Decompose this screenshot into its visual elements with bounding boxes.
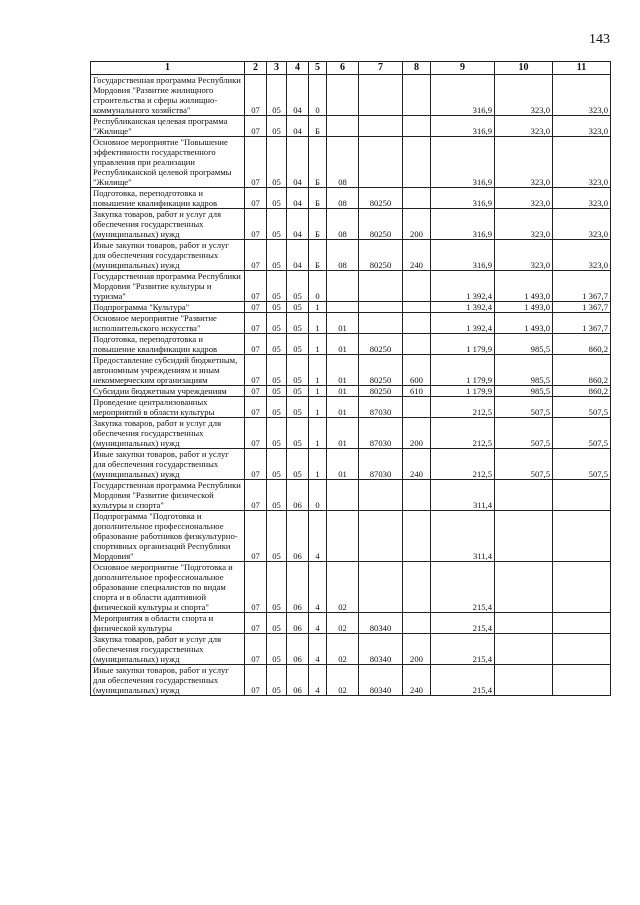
code-cell: 06 [287,480,309,511]
code-cell [403,188,431,209]
amount-cell: 323,0 [553,240,611,271]
code-cell: 80340 [359,634,403,665]
column-header: 3 [267,62,287,75]
row-name-cell: Иные закупки товаров, работ и услуг для обеспечения государственных (муниципальных) нужд [91,665,245,696]
code-cell: 06 [287,665,309,696]
column-header: 4 [287,62,309,75]
code-cell: 1 [309,355,327,386]
code-cell: 87030 [359,397,403,418]
row-name-cell: Подготовка, переподготовка и повышение квалификации кадров [91,188,245,209]
amount-cell [553,562,611,613]
table-row [91,449,611,480]
code-cell: 02 [327,562,359,613]
table-row [91,665,611,696]
code-cell [359,75,403,116]
code-cell [403,397,431,418]
code-cell [403,137,431,188]
amount-cell: 507,5 [553,397,611,418]
amount-cell: 1 179,9 [431,355,495,386]
code-cell: 80250 [359,334,403,355]
code-cell [403,75,431,116]
code-cell: 07 [245,209,267,240]
amount-cell [553,634,611,665]
code-cell: 05 [267,137,287,188]
column-header: 6 [327,62,359,75]
code-cell: 07 [245,386,267,397]
amount-cell: 1 392,4 [431,302,495,313]
code-cell: 240 [403,240,431,271]
code-cell: 07 [245,334,267,355]
table-row [91,137,611,188]
code-cell: 07 [245,271,267,302]
code-cell: 200 [403,209,431,240]
row-name-cell: Основное мероприятие "Подготовка и дополнительное профессиональное образование специалистов по видам спорта и в области адаптивной физической культуры и спорта" [91,562,245,613]
code-cell: 610 [403,386,431,397]
amount-cell: 316,9 [431,188,495,209]
code-cell: 07 [245,240,267,271]
table-row [91,418,611,449]
amount-cell: 1 367,7 [553,271,611,302]
code-cell: 80340 [359,613,403,634]
code-cell [403,313,431,334]
code-cell: 240 [403,665,431,696]
code-cell: 07 [245,418,267,449]
code-cell: 08 [327,188,359,209]
amount-cell: 860,2 [553,334,611,355]
code-cell [359,511,403,562]
row-name-cell: Республиканская целевая программа "Жилище" [91,116,245,137]
code-cell: 80250 [359,209,403,240]
row-name-cell: Иные закупки товаров, работ и услуг для обеспечения государственных (муниципальных) нужд [91,449,245,480]
code-cell: 07 [245,613,267,634]
amount-cell: 985,5 [495,355,553,386]
column-header: 9 [431,62,495,75]
code-cell: Б [309,240,327,271]
amount-cell: 985,5 [495,334,553,355]
code-cell: 01 [327,418,359,449]
code-cell: 05 [287,386,309,397]
table-row [91,313,611,334]
amount-cell: 311,4 [431,511,495,562]
code-cell: 07 [245,137,267,188]
code-cell: 600 [403,355,431,386]
code-cell: 01 [327,397,359,418]
code-cell [359,271,403,302]
row-name-cell: Государственная программа Республики Мордовия "Развитие физической культуры и спорта" [91,480,245,511]
code-cell: 01 [327,386,359,397]
code-cell: 01 [327,449,359,480]
code-cell: 4 [309,665,327,696]
table-row [91,562,611,613]
row-name-cell: Основное мероприятие "Развитие исполнительского искусства" [91,313,245,334]
code-cell [403,334,431,355]
code-cell: 05 [267,613,287,634]
row-name-cell: Основное мероприятие "Повышение эффективности государственного управления при реализации Республиканской целевой программы "Жилище" [91,137,245,188]
code-cell [403,511,431,562]
code-cell: 04 [287,137,309,188]
column-header: 2 [245,62,267,75]
amount-cell: 323,0 [495,188,553,209]
code-cell: 05 [267,334,287,355]
code-cell: 1 [309,334,327,355]
code-cell [327,271,359,302]
code-cell: 07 [245,634,267,665]
code-cell: 05 [267,386,287,397]
code-cell: Б [309,116,327,137]
row-name-cell: Мероприятия в области спорта и физической культуры [91,613,245,634]
row-name-cell: Субсидии бюджетным учреждениям [91,386,245,397]
code-cell: 05 [267,75,287,116]
amount-cell [495,511,553,562]
amount-cell: 212,5 [431,418,495,449]
code-cell: 80250 [359,240,403,271]
code-cell: 05 [267,562,287,613]
amount-cell: 316,9 [431,75,495,116]
amount-cell [553,511,611,562]
code-cell: 05 [267,355,287,386]
amount-cell: 316,9 [431,116,495,137]
table-row [91,397,611,418]
code-cell: 05 [267,302,287,313]
amount-cell: 323,0 [553,137,611,188]
table-row [91,188,611,209]
code-cell: 05 [287,397,309,418]
amount-cell [495,480,553,511]
amount-cell: 1 392,4 [431,271,495,302]
code-cell: 02 [327,665,359,696]
amount-cell: 316,9 [431,209,495,240]
amount-cell: 507,5 [495,418,553,449]
table-row [91,240,611,271]
code-cell: 05 [287,271,309,302]
row-name-cell: Государственная программа Республики Мордовия "Развитие жилищного строительства и сферы жилищно-коммунального хозяйства" [91,75,245,116]
amount-cell: 1 367,7 [553,302,611,313]
column-header: 8 [403,62,431,75]
amount-cell: 1 493,0 [495,271,553,302]
code-cell: 08 [327,209,359,240]
code-cell: 07 [245,665,267,696]
amount-cell: 323,0 [553,116,611,137]
code-cell: Б [309,188,327,209]
code-cell: 05 [287,418,309,449]
code-cell: 05 [267,418,287,449]
code-cell: 07 [245,188,267,209]
code-cell: 05 [267,313,287,334]
code-cell: 06 [287,511,309,562]
amount-cell: 1 179,9 [431,334,495,355]
table-row [91,209,611,240]
code-cell [359,302,403,313]
row-name-cell: Подпрограмма "Культура" [91,302,245,313]
code-cell [359,137,403,188]
amount-cell: 1 392,4 [431,313,495,334]
column-header: 5 [309,62,327,75]
page-number: 143 [589,32,610,47]
amount-cell [495,665,553,696]
code-cell: 05 [267,634,287,665]
code-cell: 05 [267,511,287,562]
column-header: 1 [91,62,245,75]
amount-cell: 323,0 [495,75,553,116]
code-cell: 1 [309,302,327,313]
amount-cell: 215,4 [431,665,495,696]
code-cell [359,313,403,334]
code-cell [359,562,403,613]
code-cell [403,271,431,302]
code-cell: Б [309,137,327,188]
row-name-cell: Подготовка, переподготовка и повышение квалификации кадров [91,334,245,355]
row-name-cell: Подпрограмма "Подготовка и дополнительное профессиональное образование работников физкультурно-спортивных организаций Республики Мордовия" [91,511,245,562]
code-cell: 1 [309,397,327,418]
amount-cell: 323,0 [553,75,611,116]
code-cell: 04 [287,188,309,209]
amount-cell: 1 493,0 [495,302,553,313]
code-cell [403,302,431,313]
column-header: 7 [359,62,403,75]
code-cell: 07 [245,116,267,137]
amount-cell: 212,5 [431,449,495,480]
code-cell [359,480,403,511]
amount-cell: 507,5 [553,418,611,449]
code-cell: 05 [267,240,287,271]
code-cell: 05 [287,313,309,334]
code-cell: 05 [267,449,287,480]
code-cell: 05 [267,116,287,137]
amount-cell: 311,4 [431,480,495,511]
code-cell: 200 [403,418,431,449]
code-cell: 4 [309,562,327,613]
code-cell: 07 [245,397,267,418]
amount-cell: 215,4 [431,613,495,634]
code-cell: 1 [309,449,327,480]
table-row [91,271,611,302]
code-cell: 06 [287,613,309,634]
amount-cell: 507,5 [495,449,553,480]
amount-cell: 1 179,9 [431,386,495,397]
code-cell: 4 [309,634,327,665]
code-cell: 05 [287,449,309,480]
code-cell: 05 [267,480,287,511]
table-row [91,75,611,116]
code-cell: 07 [245,480,267,511]
row-name-cell: Государственная программа Республики Мордовия "Развитие культуры и туризма" [91,271,245,302]
code-cell: 07 [245,355,267,386]
code-cell: 05 [287,355,309,386]
code-cell: 05 [287,334,309,355]
table-row [91,386,611,397]
code-cell: 07 [245,449,267,480]
code-cell: Б [309,209,327,240]
code-cell: 80250 [359,386,403,397]
code-cell [403,480,431,511]
table-row [91,116,611,137]
table-row [91,355,611,386]
code-cell [403,613,431,634]
code-cell: 04 [287,240,309,271]
code-cell: 02 [327,634,359,665]
code-cell: 87030 [359,449,403,480]
code-cell: 05 [267,271,287,302]
amount-cell: 323,0 [553,188,611,209]
table-header-row [91,62,611,75]
code-cell: 07 [245,302,267,313]
code-cell: 06 [287,562,309,613]
code-cell: 4 [309,613,327,634]
code-cell: 0 [309,480,327,511]
amount-cell: 323,0 [495,137,553,188]
row-name-cell: Иные закупки товаров, работ и услуг для обеспечения государственных (муниципальных) нужд [91,240,245,271]
budget-table [90,61,611,696]
table-row [91,302,611,313]
code-cell: 04 [287,75,309,116]
table-row [91,613,611,634]
amount-cell [553,665,611,696]
row-name-cell: Проведение централизованных мероприятий в области культуры [91,397,245,418]
amount-cell: 215,4 [431,634,495,665]
amount-cell: 507,5 [495,397,553,418]
code-cell: 02 [327,613,359,634]
code-cell: 07 [245,313,267,334]
code-cell: 200 [403,634,431,665]
code-cell: 01 [327,334,359,355]
code-cell: 1 [309,313,327,334]
code-cell: 08 [327,137,359,188]
amount-cell: 985,5 [495,386,553,397]
row-name-cell: Закупка товаров, работ и услуг для обеспечения государственных (муниципальных) нужд [91,209,245,240]
column-header: 11 [553,62,611,75]
column-header: 10 [495,62,553,75]
code-cell: 05 [287,302,309,313]
code-cell: 80340 [359,665,403,696]
amount-cell [495,634,553,665]
code-cell: 04 [287,116,309,137]
code-cell: 07 [245,75,267,116]
code-cell: 06 [287,634,309,665]
amount-cell: 1 493,0 [495,313,553,334]
code-cell: 07 [245,511,267,562]
amount-cell: 1 367,7 [553,313,611,334]
row-name-cell: Закупка товаров, работ и услуг для обеспечения государственных (муниципальных) нужд [91,418,245,449]
code-cell: 1 [309,386,327,397]
table-row [91,511,611,562]
code-cell: 87030 [359,418,403,449]
code-cell: 80250 [359,355,403,386]
code-cell: 80250 [359,188,403,209]
code-cell [327,116,359,137]
amount-cell [495,562,553,613]
code-cell: 0 [309,271,327,302]
amount-cell: 323,0 [553,209,611,240]
code-cell: 05 [267,188,287,209]
code-cell: 4 [309,511,327,562]
code-cell: 05 [267,397,287,418]
amount-cell: 323,0 [495,209,553,240]
code-cell [403,562,431,613]
code-cell [327,480,359,511]
amount-cell: 215,4 [431,562,495,613]
amount-cell: 507,5 [553,449,611,480]
code-cell: 08 [327,240,359,271]
code-cell [359,116,403,137]
amount-cell: 323,0 [495,116,553,137]
amount-cell: 323,0 [495,240,553,271]
code-cell: 04 [287,209,309,240]
amount-cell: 316,9 [431,137,495,188]
amount-cell [495,613,553,634]
code-cell [327,511,359,562]
table-row [91,334,611,355]
code-cell: 05 [267,665,287,696]
code-cell [327,75,359,116]
row-name-cell: Закупка товаров, работ и услуг для обеспечения государственных (муниципальных) нужд [91,634,245,665]
table-body [91,75,611,696]
amount-cell: 860,2 [553,355,611,386]
table-row [91,634,611,665]
amount-cell: 860,2 [553,386,611,397]
code-cell: 240 [403,449,431,480]
row-name-cell: Предоставление субсидий бюджетным, автономным учреждениям и иным некоммерческим организациям [91,355,245,386]
amount-cell [553,613,611,634]
code-cell: 01 [327,355,359,386]
code-cell: 01 [327,313,359,334]
amount-cell [553,480,611,511]
amount-cell: 212,5 [431,397,495,418]
amount-cell: 316,9 [431,240,495,271]
code-cell: 05 [267,209,287,240]
code-cell [327,302,359,313]
code-cell: 07 [245,562,267,613]
code-cell: 0 [309,75,327,116]
table-row [91,480,611,511]
code-cell: 1 [309,418,327,449]
code-cell [403,116,431,137]
